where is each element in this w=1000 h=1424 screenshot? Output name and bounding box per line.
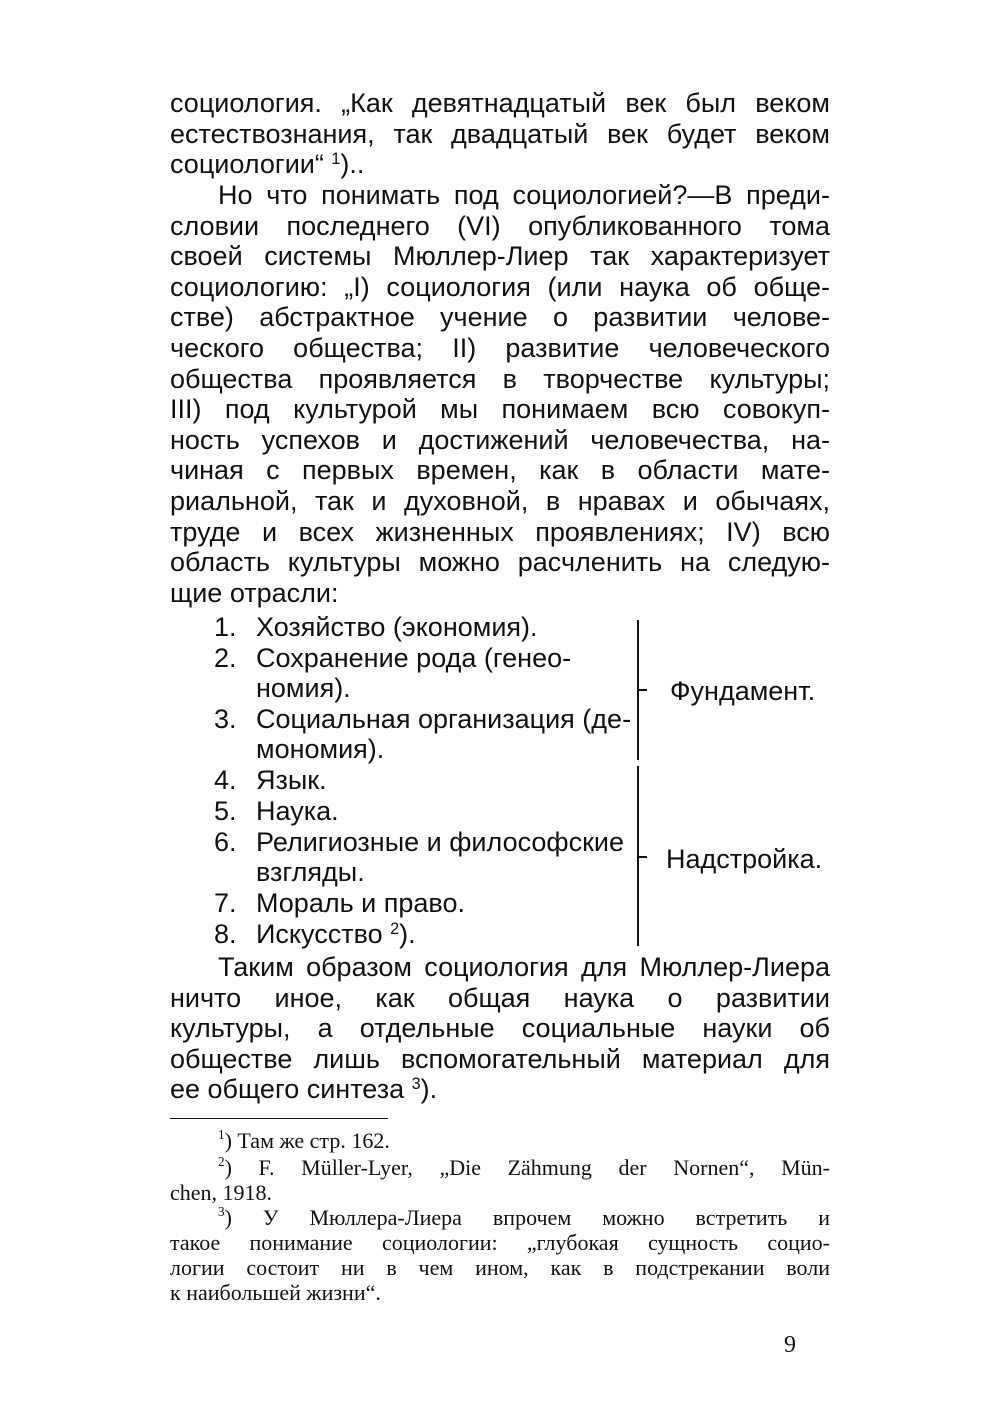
text-line: культуры, а отдельные социальные науки об [170,1013,830,1044]
text-line: Таким образом социология для Мюллер-Лиера [218,952,830,982]
list-text-continued: взгляды. [256,857,365,887]
footnote-3 [170,1205,830,1305]
list-text-continued: мономия). [256,734,385,764]
list-text: Мораль и право. [256,888,465,918]
list-text: Социальная организация (де- [256,704,632,734]
text-fragment: ее общего синтеза [170,1074,412,1105]
list-text: Религиозные и философские [256,827,625,857]
list-number: 6. [214,827,237,857]
text-line: чиная с первых времен, как в области мате- [170,455,830,486]
list-text: Сохранение рода (генео- [256,643,572,673]
list-text: Искусство [256,919,391,949]
list-item [214,765,327,796]
text-fragment: ).. [340,149,365,180]
footnote-ref: 3 [411,1075,421,1094]
list-number: 2. [214,643,237,673]
text-line: общества проявляется в творчестве культуры; [170,363,830,394]
list-number: 1. [214,612,237,642]
brace-tip [639,689,647,691]
text-line: обществе лишь вспомогательный материал для [170,1043,830,1074]
footnote-mark: 1 [218,1127,225,1142]
footnote-line: такое понимание социологии: „глубокая сущность социо- [170,1230,830,1255]
footnote-text: ) Там же стр. 162. [224,1128,390,1153]
list-text: Язык. [256,765,327,795]
text-line: словии последнего (VI) опубликованного тома [170,210,830,241]
footnote-line [170,1128,830,1153]
list-item [214,827,625,887]
text-line: труде и всех жизненных проявлениях; IV) всю [170,516,830,547]
footnote-2 [170,1155,830,1205]
text-line [170,1074,830,1105]
text-line: ничто иное, как общая наука о развитии [170,982,830,1013]
paragraph-3 [170,952,830,1105]
footnote-line: логии состоит ни в чем ином, как в подстрекании воли [170,1255,830,1280]
text-line: естествознания, так двадцатый век будет веком [170,118,830,149]
footnote-divider [170,1118,388,1119]
list-item [214,796,339,827]
group-label-superstructure: Надстройка. [666,844,823,874]
text-fragment: ). [420,1074,438,1105]
list-number: 8. [214,919,237,949]
list-text: Наука. [256,796,339,826]
list-number: 5. [214,796,237,826]
list-text: Хозяйство (экономия). [256,612,538,642]
page-number: 9 [784,1332,796,1358]
footnote-ref: 2 [390,920,400,938]
footnote-ref: 1 [331,150,341,169]
footnote-text: ) F. Müller-Lyer, „Die Zähmung der Nornen“, Mün- [224,1155,830,1180]
text-line [170,149,830,180]
list-item [214,888,465,919]
list-item [214,919,416,950]
text-line: социологию: „I) социология (или наука об обще- [170,271,830,302]
paragraph-2 [170,180,830,608]
text-line: социология. „Как девятнадцатый век был веком [170,88,830,118]
footnote-line: к наибольшей жизни“. [170,1280,381,1305]
text-line: область культуры можно расчленить на следую- [170,547,830,578]
group-label-foundation: Фундамент. [670,676,816,706]
text-line: III) под культурой мы понимаем всю совокуп- [170,394,830,425]
text-line: ческого общества; II) развитие человеческого [170,332,830,363]
text-line: Но что понимать под социологией?—В преди- [218,180,830,210]
list-number: 4. [214,765,237,795]
text-line: щие отрасли: [170,577,339,608]
text-line: риальной, так и духовной, в нравах и обычаях, [170,485,830,516]
list-number: 7. [214,888,237,918]
text-line: своей системы Мюллер-Лиер так характеризует [170,241,830,272]
footnote-text: ) У Мюллера-Лиера впрочем можно встретить и [224,1205,830,1230]
brace-tip [639,856,647,858]
footnote-line [170,1155,830,1180]
footnote-line [170,1205,830,1230]
list-item [214,704,632,764]
list-item [214,612,538,643]
paragraph-1 [170,88,830,180]
footnote-mark: 2 [218,1154,225,1169]
footnote-mark: 3 [218,1204,225,1219]
text-fragment: социологии“ [170,149,332,180]
footnote-line: chen, 1918. [170,1180,273,1205]
list-item [214,643,572,703]
list-text-continued: номия). [256,673,351,703]
footnote-1 [170,1128,830,1153]
text-fragment: ). [399,919,416,949]
text-line: стве) абстрактное учение о развитии челове- [170,302,830,333]
text-line: ность успехов и достижений человечества, на- [170,424,830,455]
list-number: 3. [214,704,237,734]
